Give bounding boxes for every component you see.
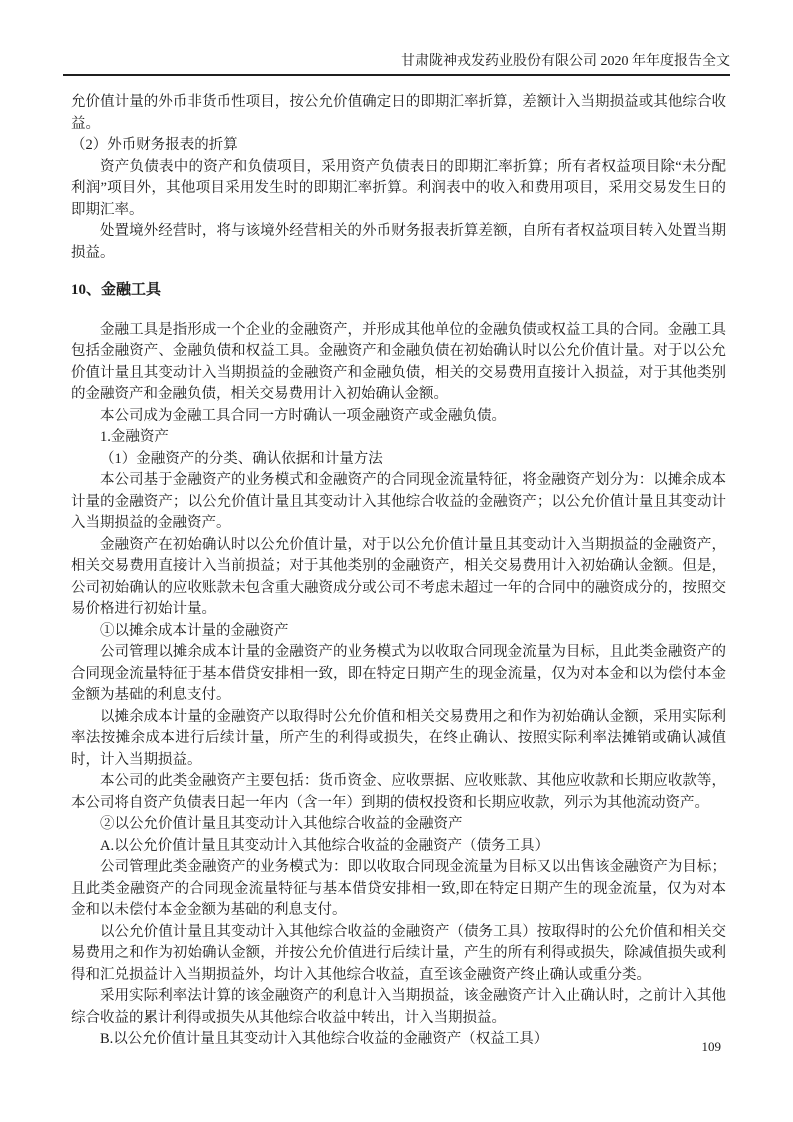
paragraph: （1）金融资产的分类、确认依据和计量方法 — [100, 450, 383, 467]
paragraph: ①以摊余成本计量的金融资产 — [100, 622, 289, 639]
paragraph: 本公司的此类金融资产主要包括：货币资金、应收票据、应收账款、其他应收款和长期应收款等，本公司将自资产负债表日起一年内（含一年）到期的债权投资和长期应收款，列示为其他流动资产。 — [71, 773, 726, 811]
paragraph: 公司管理以摊余成本计量的金融资产的业务模式为以收取合同现金流量为目标，且此类金融资产的合同现金流量特征于基本借贷安排相一致，即在特定日期产生的现金流量，仅为对本金和以为偿付本金金额为基础的利息支付。 — [71, 644, 726, 703]
paragraph: 公司管理此类金融资产的业务模式为：即以收取合同现金流量为目标又以出售该金融资产为目标；且此类金融资产的合同现金流量特征与基本借贷安排相一致,即在特定日期产生的现金流量，仅为对本金和以未偿付本金金额为基础的利息支付。 — [71, 859, 726, 918]
paragraph: （2）外币财务报表的折算 — [71, 137, 238, 153]
paragraph: 金融资产在初始确认时以公允价值计量，对于以公允价值计量且其变动计入当期损益的金融资产，相关交易费用直接计入当前损益；对于其他类别的金融资产，相关交易费用计入初始确认金额。但是，公司初始确认的应收账款未包含重大融资成分或公司不考虑未超过一年的合同中的融资成分的，按照交易价格进行初始计量。 — [71, 536, 726, 617]
paragraph: 采用实际利率法计算的该金融资产的利息计入当期损益，该金融资产计入止确认时，之前计入其他综合收益的累计利得或损失从其他综合收益中转出，计入当期损益。 — [71, 988, 726, 1026]
report-header-title: 甘肃陇神戎发药业股份有限公司 2020 年年度报告全文 — [401, 54, 730, 69]
paragraph: 允价值计量的外币非货币性项目，按公允价值确定日的即期汇率折算，差额计入当期损益或其他综合收益。 — [71, 94, 726, 132]
paragraph: 以公允价值计量且其变动计入其他综合收益的金融资产（债务工具）按取得时的公允价值和相关交易费用之和作为初始确认金额，并按公允价值进行后续计量，产生的所有利得或损失，除减值损失或利得和汇兑损益计入当期损益外，均计入其他综合收益，直至该金融资产终止确认或重分类。 — [71, 923, 726, 983]
paragraph: 本公司基于金融资产的业务模式和金融资产的合同现金流量特征，将金融资产划分为：以摊余成本计量的金融资产；以公允价值计量且其变动计入其他综合收益的金融资产；以公允价值计量且其变动计入当期损益的金融资产。 — [71, 472, 726, 531]
paragraph: ②以公允价值计量且其变动计入其他综合收益的金融资产 — [100, 816, 463, 832]
paragraph: 处置境外经营时，将与该境外经营相关的外币财务报表折算差额，自所有者权益项目转入处置当期损益。 — [71, 223, 726, 261]
paragraph: 金融工具是指形成一个企业的金融资产，并形成其他单位的金融负债或权益工具的合同。金融工具包括金融资产、金融负债和权益工具。金融资产和金融负债在初始确认时以公允价值计量。对于以公允价值计量且其变动计入当期损益的金融资产和金融负债，相关的交易费用直接计入损益，对于其他类别的金融资产和金融负债，相关交易费用计入初始确认金额。 — [71, 321, 726, 402]
paragraph: B.以公允价值计量且其变动计入其他综合收益的金融资产（权益工具） — [100, 1031, 549, 1047]
paragraph: 资产负债表中的资产和负债项目，采用资产负债表日的即期汇率折算；所有者权益项目除“未分配利润”项目外，其他项目采用发生时的即期汇率折算。利润表中的收入和费用项目，采用交易发生日的即期汇率。 — [71, 158, 726, 218]
header-rule — [63, 74, 730, 76]
paragraph: 1.金融资产 — [100, 429, 169, 445]
section-heading: 10、金融工具 — [71, 282, 162, 298]
paragraph: 以摊余成本计量的金融资产以取得时公允价值和相关交易费用之和作为初始确认金额，采用实际利率法按摊余成本进行后续计量，所产生的利得或损失，在终止确认、按照实际利率法摊销或确认减值时，计入当期损益。 — [71, 708, 726, 768]
paragraph: 本公司成为金融工具合同一方时确认一项金融资产或金融负债。 — [100, 407, 506, 424]
paragraph: A.以公允价值计量且其变动计入其他综合收益的金融资产（债务工具） — [100, 837, 550, 854]
page-number: 109 — [701, 1039, 721, 1054]
document-body — [71, 92, 726, 1051]
